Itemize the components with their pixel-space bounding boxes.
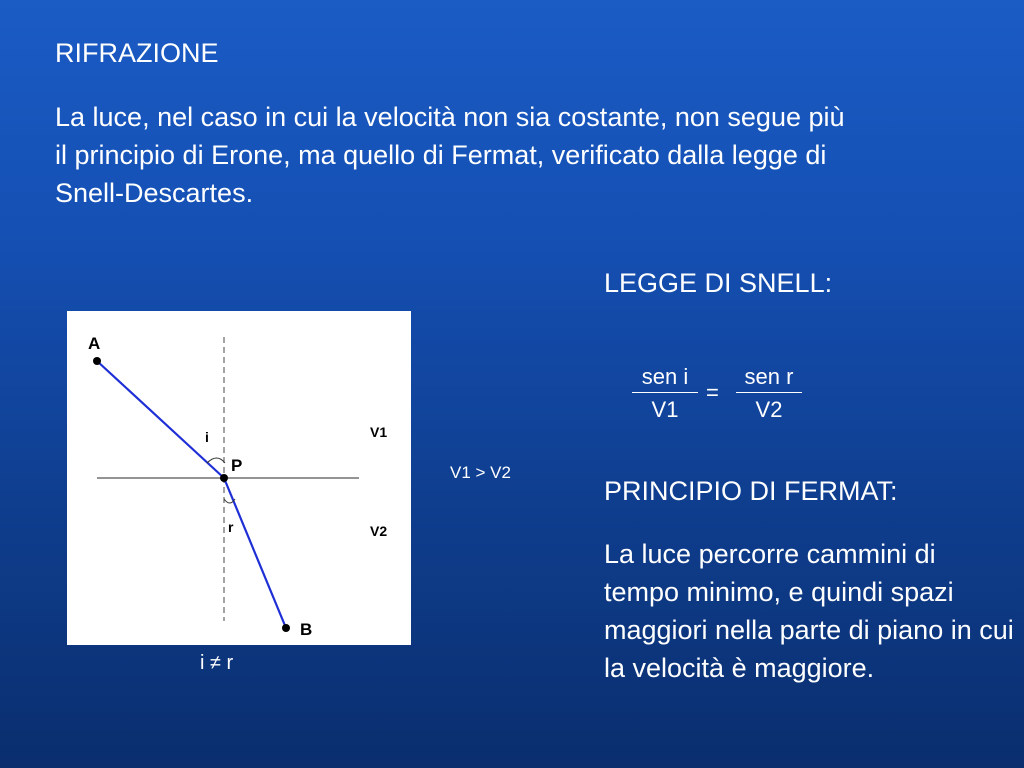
formula-left-denominator: V1 <box>651 397 679 422</box>
angle-inequality-note: i ≠ r <box>200 652 234 674</box>
formula-right-denominator: V2 <box>755 397 783 422</box>
fermat-paragraph: La luce percorre cammini di tempo minimo, e quindi spazi maggiori nella parte di piano in cui la velocità è maggiore. <box>604 539 1014 683</box>
velocity-comparison: V1 > V2 <box>450 463 511 482</box>
label-p: P <box>231 456 243 475</box>
incident-ray <box>97 361 224 478</box>
label-a: A <box>88 334 101 353</box>
snell-law-heading: LEGGE DI SNELL: <box>604 268 833 298</box>
formula-equals: = <box>706 380 719 405</box>
refraction-diagram <box>67 311 411 645</box>
label-angle-r: r <box>228 519 234 535</box>
formula-left-numerator: sen i <box>632 364 698 393</box>
label-medium-v1: V1 <box>370 424 388 440</box>
fermat-heading: PRINCIPIO DI FERMAT: <box>604 476 898 506</box>
slide-title: RIFRAZIONE <box>55 38 219 68</box>
label-angle-i: i <box>205 429 209 445</box>
label-b: B <box>300 620 313 639</box>
formula-right-numerator: sen r <box>736 364 802 393</box>
point-p-dot <box>220 474 228 482</box>
angle-i-arc <box>207 458 225 463</box>
refraction-diagram-svg <box>67 311 411 645</box>
intro-paragraph: La luce, nel caso in cui la velocità non sia costante, non segue più il principio di Erone, ma quello di Fermat, verificato dalla legge di Snell-Descartes. <box>55 102 845 208</box>
formula-right-fraction <box>736 364 802 423</box>
label-medium-v2: V2 <box>370 523 388 539</box>
formula-left-fraction <box>632 364 698 423</box>
point-a-dot <box>93 357 101 365</box>
point-b-dot <box>282 624 290 632</box>
